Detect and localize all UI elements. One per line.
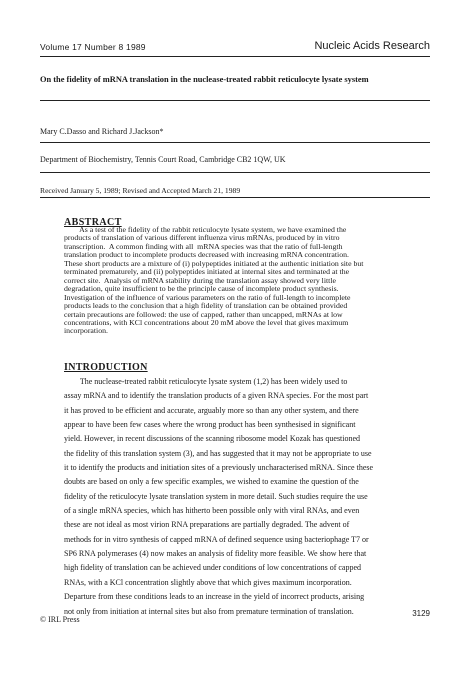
introduction-line: RNAs, with a KCl concentration slightly above that which gives maximum incorporation.: [64, 577, 352, 587]
abstract-body: [64, 226, 412, 336]
authors-rule: [40, 142, 430, 143]
introduction-line: appear to have been few cases where the wrong product has been synthesised in significant: [64, 420, 356, 430]
abstract-line: transcription. A common finding with all mRNA species was that the ratio of full-length: [64, 241, 343, 251]
journal-name: Nucleic Acids Research: [314, 40, 430, 52]
abstract-line: These short products are a mixture of (i) polypeptides initiated at the authentic initiation site but: [64, 258, 364, 268]
introduction-line: The nuclease-treated rabbit reticulocyte lysate system (1,2) has been widely used to: [64, 377, 348, 386]
introduction-line: doubts are based on only a few specific examples, we wished to examine the question of the: [64, 477, 359, 487]
introduction-line: it has proved to be efficient and accurate, arguably more so than any other system, and there: [64, 405, 359, 415]
received-rule: [40, 197, 430, 198]
abstract-line: products leads to the conclusion that a high fidelity of translation can be obtained provided: [64, 301, 348, 311]
abstract-line: incorporation.: [64, 326, 108, 336]
abstract-line: products of translation of various different influenza virus mRNAs, produced by in vitro: [64, 233, 340, 243]
authors: Mary C.Dasso and Richard J.Jackson*: [40, 127, 164, 136]
introduction-line: these are not ideal as most virion RNA preparations are partially degraded. The advent of: [64, 520, 350, 530]
introduction-line: assay mRNA and to identify the translation products of a given RNA species. For the most part: [64, 391, 369, 401]
introduction-line: high fidelity of translation can be achieved under conditions of low concentrations of capped: [64, 563, 362, 573]
abstract-line: degradation, quite insufficient to be the principle cause of incomplete product synthesis.: [64, 284, 339, 294]
abstract-line: Investigation of the influence of various parameters on the ratio of full-length to incomplete: [64, 292, 351, 302]
abstract-line: terminated prematurely, and (ii) polypeptides initiated at internal sites and terminated at the: [64, 267, 350, 277]
abstract-heading: ABSTRACT: [64, 217, 122, 228]
paper-title: On the fidelity of mRNA translation in the nuclease-treated rabbit reticulocyte lysate system: [40, 75, 369, 84]
introduction-line: not only from initiation at internal sites but also from premature termination of translation.: [64, 606, 354, 616]
introduction-line: yield. However, in recent discussions of the scanning ribosome model Kozak has questioned: [64, 434, 361, 444]
introduction-line: the fidelity of this translation system (3), and has suggested that it may not be appropriate to use: [64, 448, 372, 458]
introduction-line: fidelity of the reticulocyte lysate translation system in more detail. Such studies require the use: [64, 491, 368, 501]
introduction-line: of a single mRNA species, which has hitherto been possible only with viral RNAs, and even: [64, 506, 360, 516]
header-rule: [40, 56, 430, 57]
page-number: 3129: [412, 609, 430, 618]
volume-info: Volume 17 Number 8 1989: [40, 42, 146, 52]
received-dates: Received January 5, 1989; Revised and Accepted March 21, 1989: [40, 186, 241, 195]
introduction-body: [64, 375, 408, 619]
abstract-line: As a test of the fidelity of the rabbit reticulocyte lysate system, we have examined the: [64, 225, 347, 234]
publisher-credit: © IRL Press: [40, 615, 80, 624]
title-rule: [40, 100, 430, 101]
abstract-line: concentrations, with KCl concentrations about 20 mM above the level that gives maximum: [64, 317, 349, 327]
affiliation-rule: [40, 172, 430, 173]
introduction-line: SP6 RNA polymerases (4) now makes an analysis of fidelity more feasible. We show here that: [64, 549, 367, 559]
introduction-line: it to identify the products and initiation sites of a previously uncharacterised mRNA. Since these: [64, 463, 374, 473]
introduction-line: methods for in vitro synthesis of capped mRNA of defined sequence using bacteriophage T7 or: [64, 534, 369, 544]
affiliation: Department of Biochemistry, Tennis Court Road, Cambridge CB2 1QW, UK: [40, 155, 286, 164]
abstract-line: certain precautions are followed: the use of capped, rather than uncapped, mRNAs at low: [64, 309, 343, 319]
abstract-line: correct site. Analysis of mRNA stability during the translation assay showed very little: [64, 275, 336, 285]
introduction-heading: INTRODUCTION: [64, 362, 148, 373]
abstract-line: translation product to incomplete products decreased with increasing mRNA concentration.: [64, 250, 349, 260]
introduction-line: Departure from these conditions leads to an increase in the yield of incorrect products, arising: [64, 592, 365, 602]
